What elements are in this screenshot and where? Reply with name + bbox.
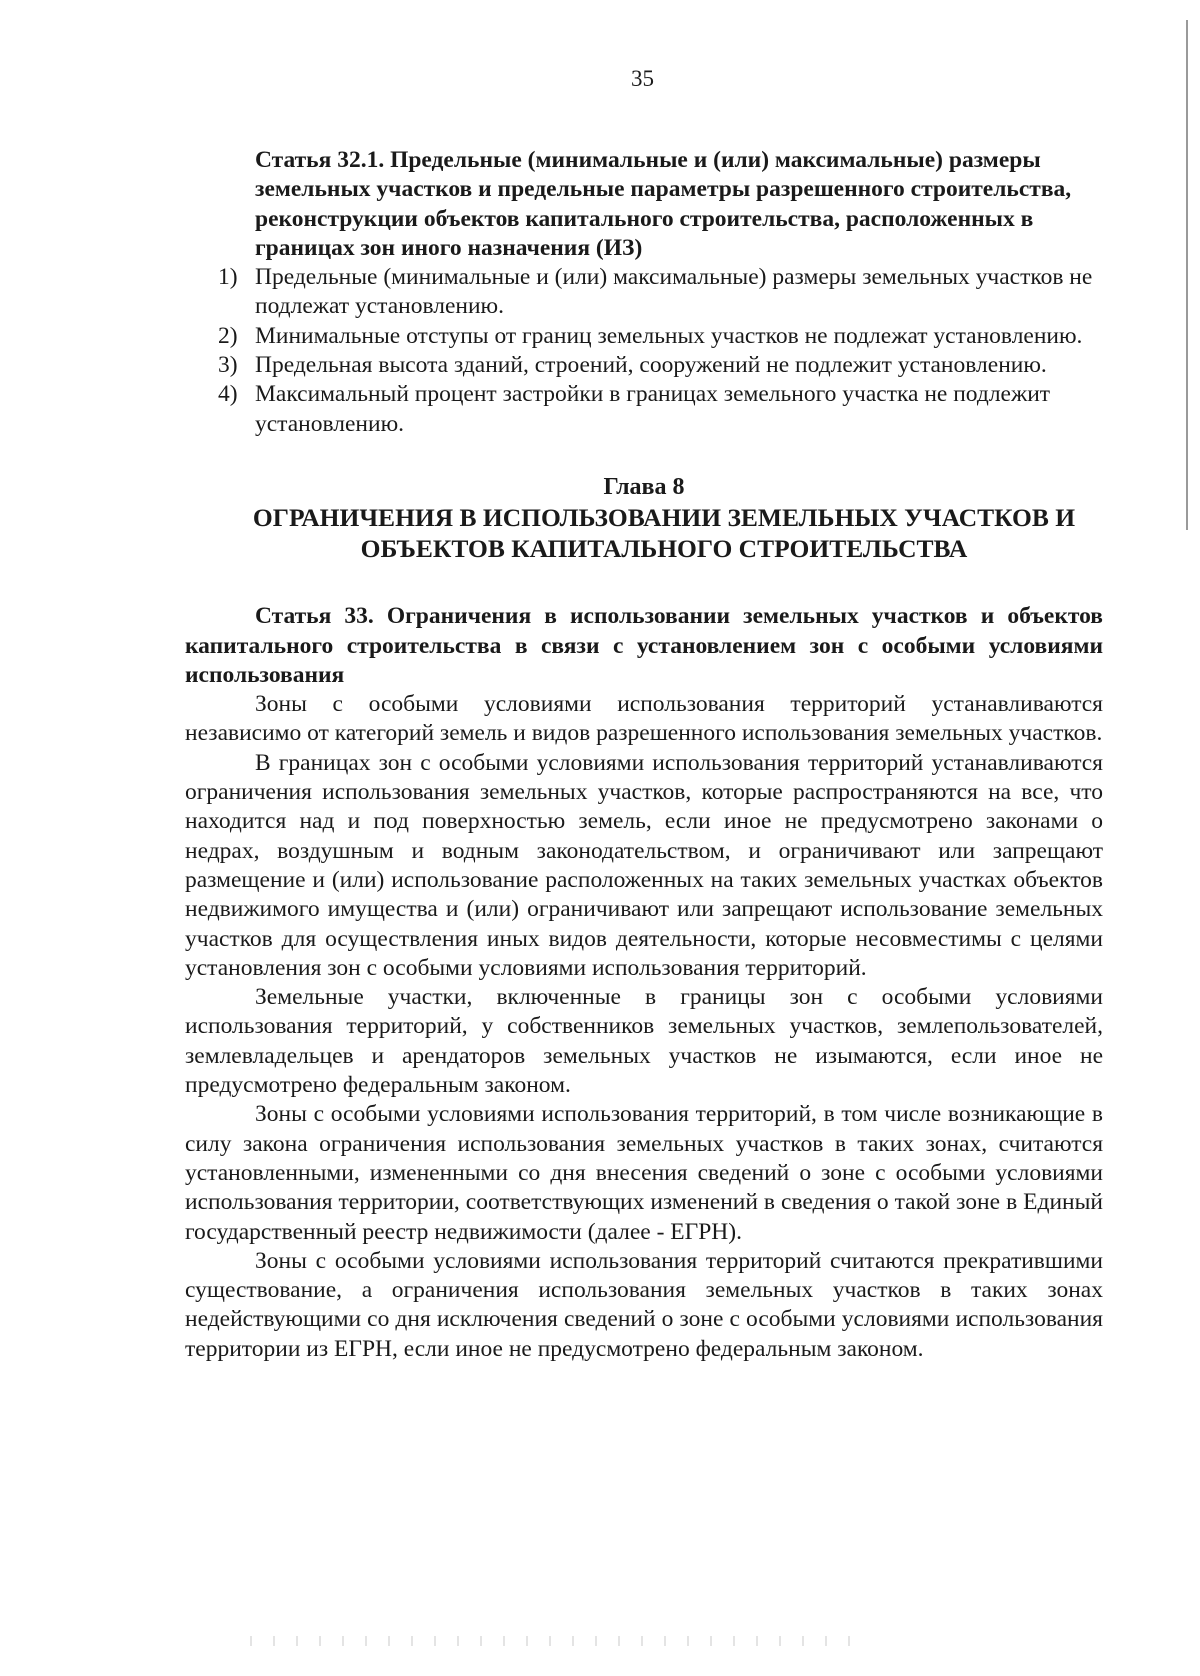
article-32-1-heading: Статья 32.1. Предельные (минимальные и (или) максимальные) размеры земельных участков и предельные параметры разрешенного строительства, реконструкции объектов капитального строительства, расположенных в границах зон иного назначения (ИЗ) [255,147,1072,261]
list-item [185,351,1103,380]
chapter-heading [185,473,1103,564]
paragraph: Зоны с особыми условиями использования территорий считаются прекратившими существование, а ограничения использования земельных участков в таких зонах недействующими со дня исключения сведений о зоне с особыми условиями использования территории из ЕГРН, если иное не предусмотрено федеральным законом. [185,1247,1103,1362]
paragraph: Зоны с особыми условиями использования территорий устанавливаются независимо от категорий земель и видов разрешенного использования земельных участков. [185,691,1103,747]
scan-edge-line [1186,20,1188,530]
list-item-number: 2) [218,322,238,349]
list-item-number: 4) [218,381,238,408]
paragraph: Земельные участки, включенные в границы зон с особыми условиями использования территорий, у собственников земельных участков, землепользователей, землевладельцев и арендаторов земельных участков не изымаются, если иное не предусмотрено федеральным законом. [185,984,1103,1099]
list-item-text: Предельные (минимальные и (или) максимальные) размеры земельных участков не подлежат установлению. [255,264,1093,320]
list-item-number: 3) [218,352,238,379]
chapter-number: Глава 8 [603,473,685,500]
list-item [185,263,1103,322]
document-body [185,146,1103,1364]
list-item-number: 1) [218,264,238,291]
article-32-1-list [185,263,1103,439]
list-item [185,380,1103,439]
scan-noise [250,1636,870,1646]
list-item-text: Минимальные отступы от границ земельных участков не подлежат установлению. [255,322,1083,349]
article-33-heading: Статья 33. Ограничения в использовании земельных участков и объектов капитального строительства в связи с установлением зон с особыми условиями использования [185,603,1103,688]
list-item [185,322,1103,351]
page-number: 35 [631,66,654,91]
list-item-text: Максимальный процент застройки в границах земельного участка не подлежит установлению. [255,381,1051,437]
chapter-title: ОГРАНИЧЕНИЯ В ИСПОЛЬЗОВАНИИ ЗЕМЕЛЬНЫХ УЧАСТКОВ И ОБЪЕКТОВ КАПИТАЛЬНОГО СТРОИТЕЛЬСТВА [252,503,1076,564]
paragraph: В границах зон с особыми условиями использования территорий устанавливаются ограничения использования земельных участков, которые распространяются на все, что находится над и под поверхностью земель, если иное не предусмотрено законами о недрах, воздушным и водным законодательством, и ограничивают или запрещают размещение и (или) использование расположенных на таких земельных участках объектов недвижимого имущества и (или) ограничивают или запрещают использование земельных участков для осуществления иных видов деятельности, которые несовместимы с целями установления зон с особыми условиями использования территорий. [185,749,1103,981]
list-item-text: Предельная высота зданий, строений, сооружений не подлежит установлению. [255,352,1047,379]
paragraph: Зоны с особыми условиями использования территорий, в том числе возникающие в силу закона ограничения использования земельных участков в таких зонах, считаются установленными, измененными со дня внесения сведений о зоне с особыми условиями использования территории, соответствующих изменений в сведения о такой зоне в Единый государственный реестр недвижимости (далее - ЕГРН). [185,1101,1103,1245]
